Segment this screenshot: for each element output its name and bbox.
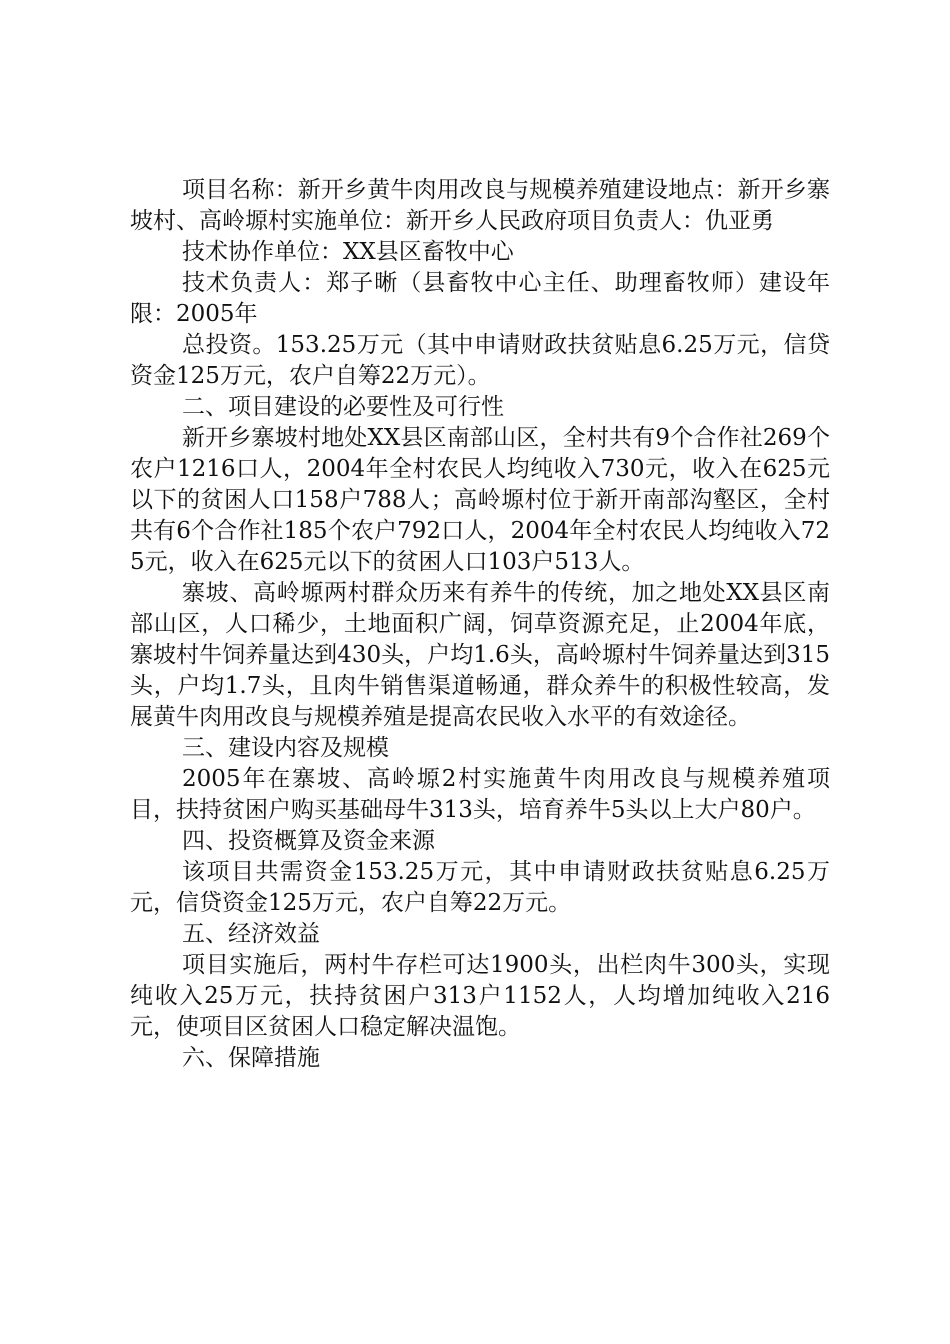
benefits-paragraph: 项目实施后，两村牛存栏可达1900头，出栏肉牛300头，实现纯收入25万元，扶持贫困户313户1152人，人均增加纯收入216元，使项目区贫困人口稳定解决温饱。 (130, 952, 830, 1040)
village-background-paragraph: 新开乡寨坡村地处XX县区南部山区，全村共有9个合作社269个农户1216口人，2004年全村农民人均纯收入730元，收入在625元以下的贫困人口158户788人；高岭塬村位于新开南部沟壑区，全村共有6个合作社185个农户792口人，2004年全村农民人均纯收入725元，收入在625元以下的贫困人口103户513人。 (130, 425, 830, 575)
section-heading-scope: 三、建设内容及规模 (182, 735, 389, 761)
project-info-paragraph: 项目名称：新开乡黄牛肉用改良与规模养殖建设地点：新开乡寨坡村、高岭塬村实施单位：新开乡人民政府项目负责人：仇亚勇 (130, 177, 830, 234)
total-investment-paragraph: 总投资。153.25万元（其中申请财政扶贫贴息6.25万元，信贷资金125万元，农户自筹22万元）。 (130, 332, 830, 389)
tech-leader-paragraph: 技术负责人：郑子晰（县畜牧中心主任、助理畜牧师）建设年限：2005年 (130, 270, 830, 327)
scope-paragraph: 2005年在寨坡、高岭塬2村实施黄牛肉用改良与规模养殖项目，扶持贫困户购买基础母牛313头，培育养牛5头以上大户80户。 (130, 766, 830, 823)
section-heading-measures: 六、保障措施 (182, 1045, 320, 1071)
tech-cooperation-paragraph: 技术协作单位：XX县区畜牧中心 (182, 239, 514, 265)
document-page (130, 175, 830, 1074)
investment-paragraph: 该项目共需资金153.25万元，其中申请财政扶贫贴息6.25万元，信贷资金125万元，农户自筹22万元。 (130, 859, 830, 916)
section-heading-investment: 四、投资概算及资金来源 (182, 828, 435, 854)
cattle-tradition-paragraph: 寨坡、高岭塬两村群众历来有养牛的传统，加之地处XX县区南部山区，人口稀少，土地面积广阔，饲草资源充足，止2004年底，寨坡村牛饲养量达到430头，户均1.6头，高岭塬村牛饲养量达到315头，户均1.7头，且肉牛销售渠道畅通，群众养牛的积极性较高，发展黄牛肉用改良与规模养殖是提高农民收入水平的有效途径。 (130, 580, 830, 730)
section-heading-benefits: 五、经济效益 (182, 921, 320, 947)
section-heading-necessity: 二、项目建设的必要性及可行性 (182, 394, 504, 420)
